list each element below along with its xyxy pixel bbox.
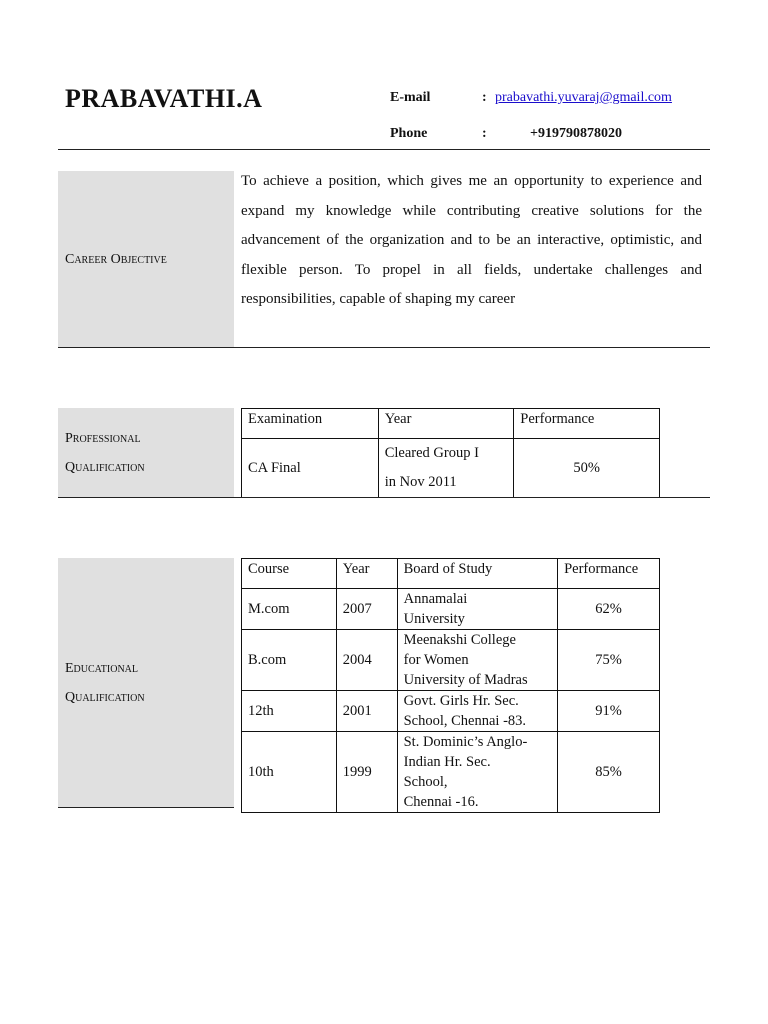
- year-cell: 2001: [336, 691, 397, 732]
- board-cell: [397, 589, 557, 630]
- table-row: [242, 732, 660, 813]
- board-line: University of Madras: [403, 672, 528, 688]
- board-line: Indian Hr. Sec.: [403, 754, 491, 770]
- board-line: School, Chennai -83.: [403, 713, 527, 729]
- educational-qualification-table: [241, 558, 660, 813]
- board-cell: [397, 732, 557, 813]
- professional-label-line2: Qualification: [65, 459, 145, 475]
- course-cell: M.com: [242, 589, 337, 630]
- educational-label-line2: Qualification: [65, 689, 145, 705]
- career-objective-text: To achieve a position, which gives me an opportunity to experience and expand my knowledge while contributing creative solutions for the advancement of the organization and to be an interactive, optimistic, and flexible person. To propel in all fields, undertake challenges and responsibilities, capable of shaping my career: [241, 173, 702, 307]
- performance-cell: 75%: [558, 630, 660, 691]
- educational-qualification-label-box: [58, 558, 234, 807]
- board-line: for Women: [403, 652, 469, 668]
- header-examination: Examination: [242, 409, 379, 439]
- year-cell: [378, 439, 514, 498]
- year-cell: 2004: [336, 630, 397, 691]
- table-header-row: [242, 409, 660, 439]
- board-line: University: [403, 611, 465, 627]
- performance-cell: 91%: [558, 691, 660, 732]
- table-header-row: [242, 559, 660, 589]
- year-line2: in Nov 2011: [384, 474, 457, 490]
- table-row: [242, 589, 660, 630]
- course-cell: 10th: [242, 732, 337, 813]
- phone-label: Phone: [390, 126, 428, 141]
- header-performance: Performance: [514, 409, 660, 439]
- board-line: Govt. Girls Hr. Sec.: [403, 693, 519, 709]
- professional-qualification-label-box: [58, 408, 234, 497]
- exam-cell: CA Final: [242, 439, 379, 498]
- header-performance: Performance: [558, 559, 660, 589]
- table-row: [242, 439, 660, 498]
- career-objective-divider: [58, 347, 710, 348]
- professional-qualification-table: [241, 408, 660, 498]
- course-cell: B.com: [242, 630, 337, 691]
- career-objective-label: Career Objective: [65, 251, 167, 267]
- board-cell: [397, 630, 557, 691]
- educational-label-line1: Educational: [65, 660, 138, 676]
- header-year: Year: [378, 409, 514, 439]
- board-line: School,: [403, 774, 448, 790]
- email-link[interactable]: prabavathi.yuvaraj@gmail.com: [495, 90, 672, 105]
- course-cell: 12th: [242, 691, 337, 732]
- table-row: [242, 630, 660, 691]
- year-line1: Cleared Group I: [384, 445, 479, 461]
- header-board: Board of Study: [397, 559, 557, 589]
- header-divider: [58, 149, 710, 150]
- professional-label-line1: Professional: [65, 430, 141, 446]
- year-cell: 1999: [336, 732, 397, 813]
- phone-colon: :: [482, 126, 487, 141]
- board-cell: [397, 691, 557, 732]
- board-line: Annamalai: [403, 591, 468, 607]
- phone-number: +919790878020: [530, 126, 622, 141]
- year-cell: 2007: [336, 589, 397, 630]
- performance-cell: 85%: [558, 732, 660, 813]
- email-label: E-mail: [390, 90, 431, 105]
- header-year: Year: [336, 559, 397, 589]
- performance-cell: 62%: [558, 589, 660, 630]
- career-objective-label-box: [58, 171, 234, 347]
- educational-divider: [58, 807, 234, 808]
- table-row: [242, 691, 660, 732]
- board-line: St. Dominic’s Anglo-: [403, 734, 528, 750]
- board-line: Chennai -16.: [403, 794, 479, 810]
- board-line: Meenakshi College: [403, 632, 516, 648]
- header-course: Course: [242, 559, 337, 589]
- performance-cell: 50%: [514, 439, 660, 498]
- candidate-name: PRABAVATHI.A: [65, 84, 263, 113]
- professional-divider: [58, 497, 710, 498]
- email-colon: :: [482, 90, 487, 105]
